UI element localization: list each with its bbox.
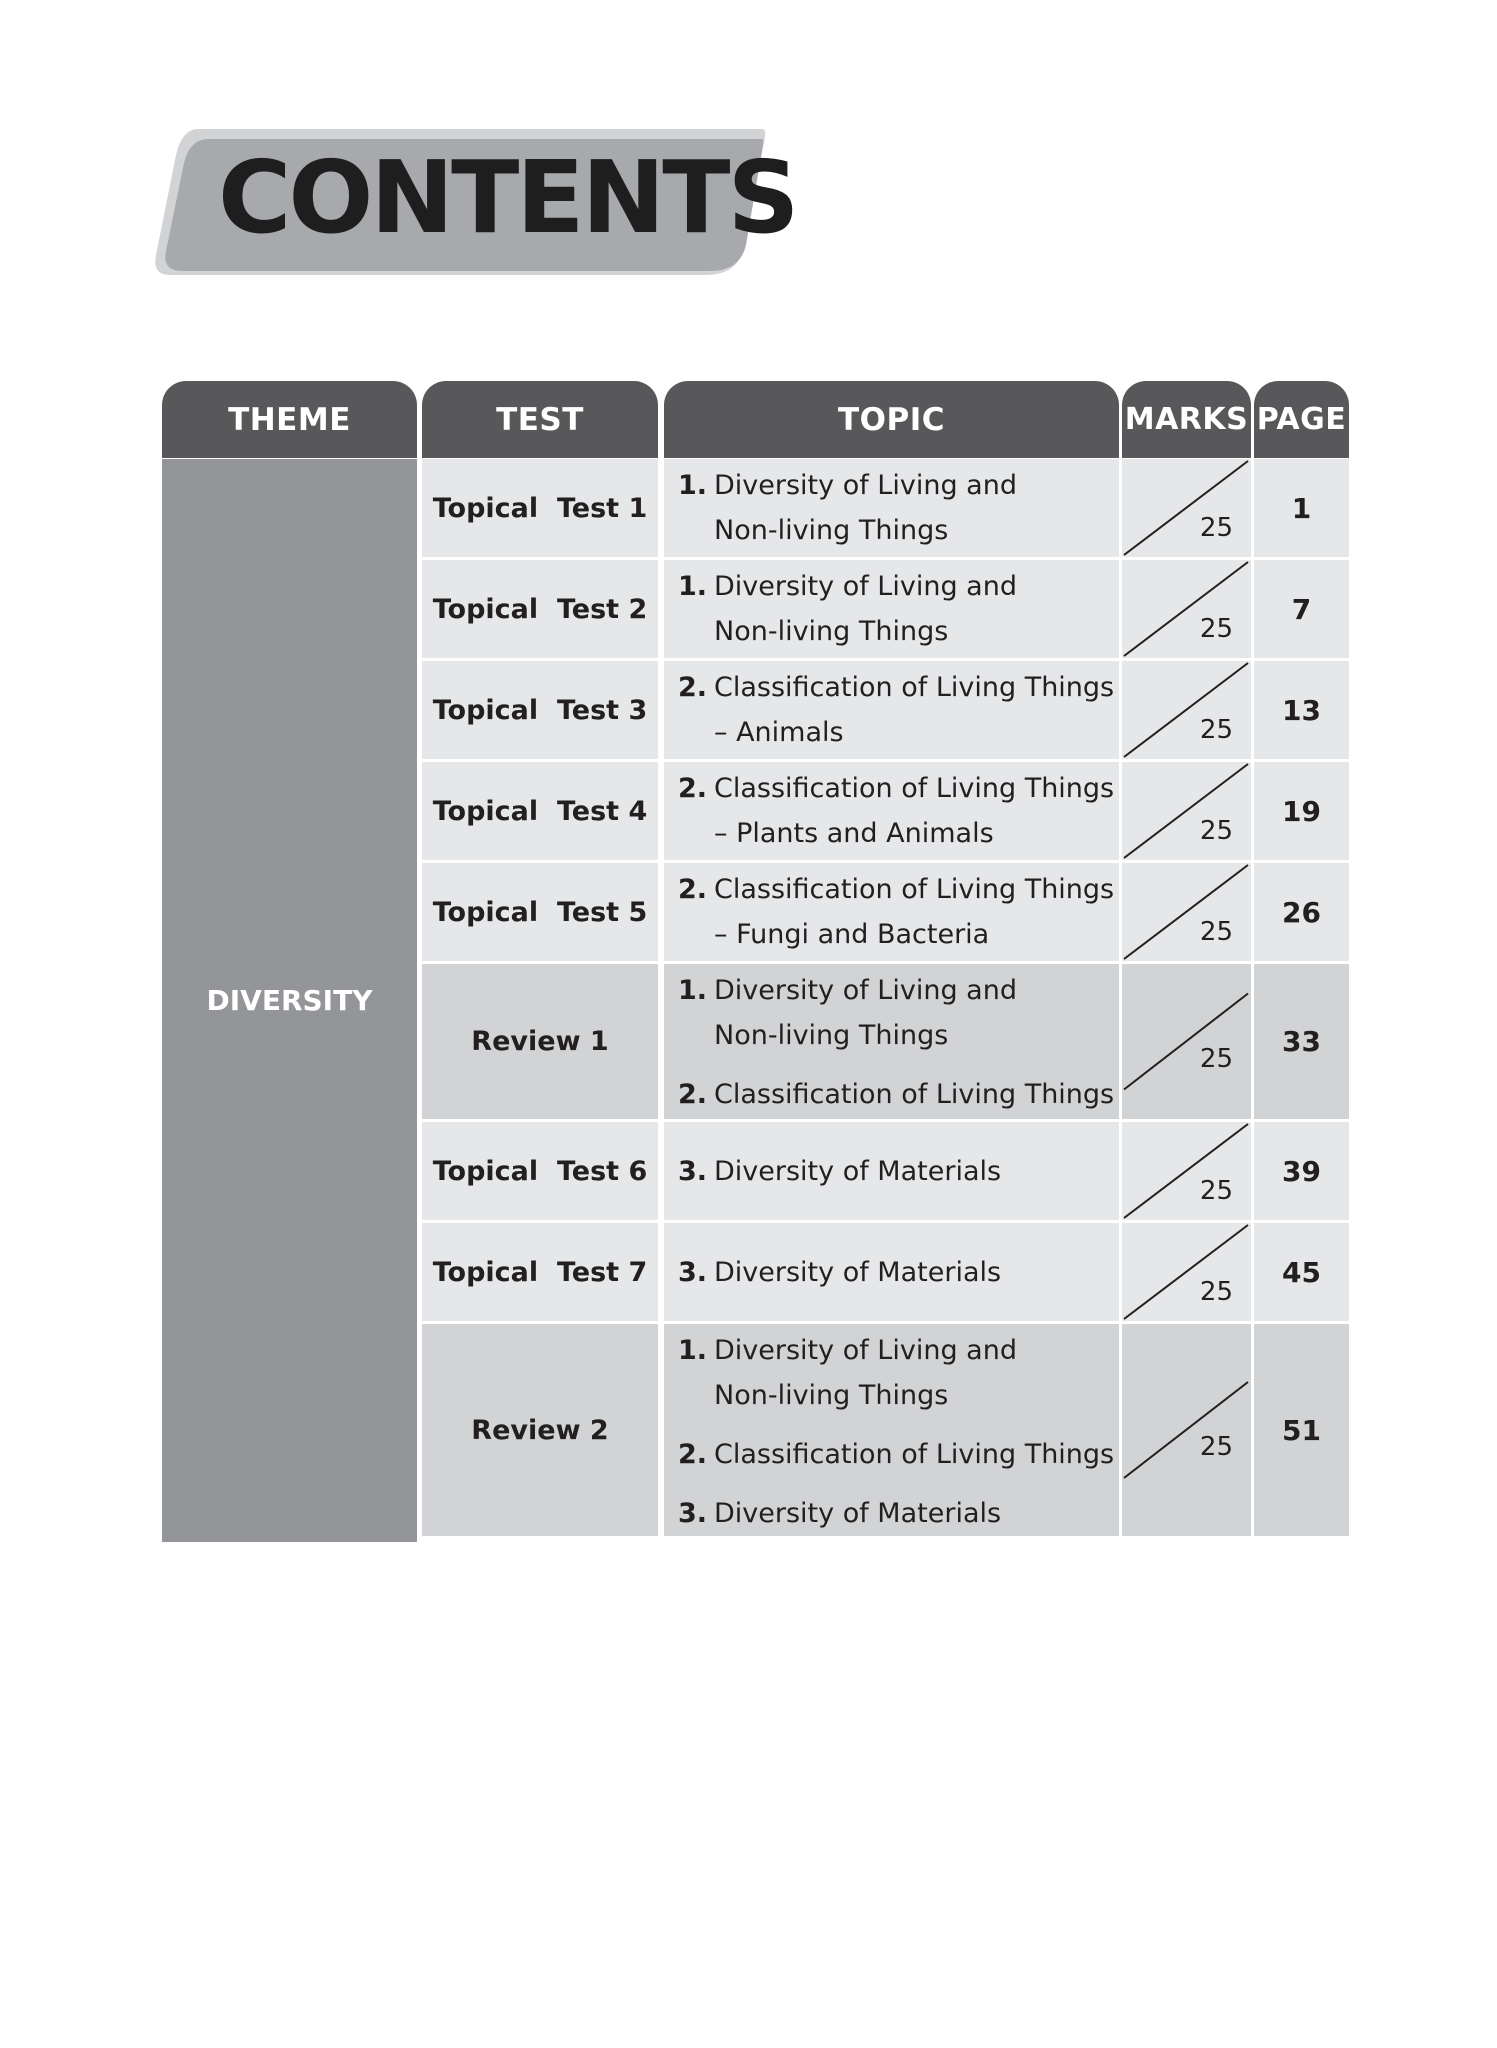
- topic-line: – Plants and Animals: [714, 818, 994, 849]
- topic-item: [678, 766, 1113, 856]
- topic-text: [714, 564, 1113, 654]
- topic-text: [714, 665, 1114, 755]
- test-label[interactable]: Topical Test 7: [432, 1256, 648, 1288]
- topic-number: 1.: [678, 571, 708, 602]
- topic-item: [678, 1328, 1113, 1418]
- test-cell: [422, 1223, 658, 1321]
- topic-list: [678, 867, 1113, 957]
- page-number[interactable]: 33: [1282, 1025, 1321, 1058]
- topic-line: – Animals: [714, 717, 844, 748]
- marks-slash-line: [1124, 1382, 1248, 1478]
- topic-item: [678, 1250, 1113, 1295]
- marks-cell: [1122, 1122, 1251, 1220]
- test-cell: [422, 661, 658, 759]
- topic-list: [678, 766, 1113, 856]
- topic-number: 3.: [678, 1155, 708, 1187]
- topic-number: 1.: [678, 975, 708, 1006]
- marks-total: 25: [1199, 1043, 1233, 1074]
- topic-text: [714, 968, 1113, 1058]
- topic-cell: [664, 863, 1119, 961]
- page-cell: [1254, 1122, 1349, 1220]
- topic-line: Classification of Living Things: [714, 773, 1115, 804]
- test-label[interactable]: Topical Test 1: [432, 492, 648, 524]
- marks-total: 25: [1199, 816, 1233, 846]
- test-label[interactable]: Topical Test 6: [432, 1155, 648, 1187]
- table-row: [422, 459, 1349, 557]
- page-cell: [1254, 762, 1349, 860]
- marks-cell: [1122, 1223, 1251, 1321]
- topic-cell: [664, 762, 1119, 860]
- table-body: [162, 459, 1349, 1542]
- topic-item: [678, 665, 1113, 755]
- topic-item: [678, 1072, 1113, 1117]
- topic-number: 2.: [678, 1439, 708, 1470]
- topic-item: [678, 867, 1113, 957]
- header-test: TEST: [422, 381, 658, 458]
- marks-cell: [1122, 560, 1251, 658]
- topic-line: Diversity of Materials: [714, 1155, 1002, 1187]
- page-cell: [1254, 863, 1349, 961]
- topic-text: [714, 1432, 1114, 1477]
- test-cell: [422, 560, 658, 658]
- test-label[interactable]: Topical Test 3: [432, 694, 648, 726]
- topic-item: [678, 463, 1113, 553]
- table-row: [422, 1122, 1349, 1220]
- topic-item: [678, 1491, 1113, 1536]
- header-topic: TOPIC: [664, 381, 1119, 458]
- topic-cell: [664, 1324, 1119, 1536]
- topic-cell: [664, 560, 1119, 658]
- table-header: [162, 381, 1349, 459]
- topic-text: [714, 463, 1113, 553]
- topic-text: [714, 1149, 1113, 1194]
- test-cell: [422, 459, 658, 557]
- contents-banner: [150, 115, 797, 280]
- marks-slash: [1122, 1324, 1251, 1536]
- header-page: PAGE: [1254, 381, 1349, 458]
- test-cell: [422, 863, 658, 961]
- topic-line: Classification of Living Things: [714, 874, 1115, 905]
- table-row: [422, 863, 1349, 961]
- table-row: [422, 762, 1349, 860]
- topic-text: [714, 867, 1114, 957]
- header-theme: THEME: [162, 381, 417, 458]
- topic-number: 2.: [678, 773, 708, 804]
- topic-list: [678, 463, 1113, 553]
- test-label[interactable]: Topical Test 2: [432, 593, 648, 625]
- topic-line: Classification of Living Things: [714, 1079, 1115, 1110]
- header-marks: MARKS: [1122, 381, 1251, 458]
- topic-text: [714, 1491, 1113, 1536]
- page-number[interactable]: 45: [1282, 1255, 1321, 1289]
- page-cell: [1254, 1324, 1349, 1536]
- page-number[interactable]: 19: [1282, 794, 1321, 828]
- topic-cell: [664, 964, 1119, 1119]
- topic-number: 1.: [678, 470, 708, 501]
- topic-number: 2.: [678, 874, 708, 905]
- marks-cell: [1122, 459, 1251, 557]
- topic-line: Diversity of Living and: [714, 1335, 1017, 1366]
- page-number[interactable]: 39: [1282, 1154, 1321, 1188]
- test-label[interactable]: Review 1: [471, 1026, 609, 1057]
- marks-slash: [1122, 964, 1251, 1119]
- test-cell: [422, 1324, 658, 1536]
- table-rows: [422, 459, 1349, 1539]
- topic-number: 2.: [678, 672, 708, 703]
- page-number[interactable]: 51: [1282, 1413, 1321, 1447]
- test-cell: [422, 1122, 658, 1220]
- topic-number: 3.: [678, 1256, 708, 1288]
- marks-total: 25: [1199, 1176, 1233, 1206]
- page-number[interactable]: 26: [1282, 895, 1321, 929]
- topic-line: Non-living Things: [714, 1020, 949, 1051]
- topic-list: [678, 968, 1113, 1117]
- page-cell: [1254, 964, 1349, 1119]
- marks-total: 25: [1199, 715, 1233, 745]
- topic-list: [678, 665, 1113, 755]
- topic-item: [678, 1432, 1113, 1477]
- topic-line: Diversity of Living and: [714, 975, 1017, 1006]
- topic-line: Non-living Things: [714, 1380, 949, 1411]
- topic-line: – Fungi and Bacteria: [714, 919, 990, 950]
- topic-number: 3.: [678, 1498, 708, 1529]
- topic-list: [678, 1328, 1113, 1536]
- table-row: [422, 1223, 1349, 1321]
- table-row: [422, 1324, 1349, 1536]
- test-label[interactable]: Topical Test 5: [432, 896, 648, 928]
- test-label[interactable]: Review 2: [471, 1414, 609, 1446]
- test-label[interactable]: Topical Test 4: [432, 795, 648, 827]
- page-cell: [1254, 459, 1349, 557]
- topic-cell: [664, 459, 1119, 557]
- page-title: CONTENTS: [218, 139, 797, 256]
- topic-item: [678, 564, 1113, 654]
- topic-line: Non-living Things: [714, 616, 949, 647]
- page-cell: [1254, 560, 1349, 658]
- page-cell: [1254, 661, 1349, 759]
- test-cell: [422, 964, 658, 1119]
- topic-number: 2.: [678, 1079, 708, 1110]
- topic-line: Non-living Things: [714, 515, 949, 546]
- topic-list: [678, 564, 1113, 654]
- topic-line: Classification of Living Things: [714, 672, 1115, 703]
- topic-line: Classification of Living Things: [714, 1439, 1115, 1470]
- topic-cell: [664, 661, 1119, 759]
- marks-total: 25: [1199, 1432, 1233, 1462]
- marks-total: 25: [1199, 614, 1233, 644]
- marks-cell: [1122, 661, 1251, 759]
- theme-cell: DIVERSITY: [162, 459, 417, 1542]
- marks-cell: [1122, 762, 1251, 860]
- topic-text: [714, 1328, 1113, 1418]
- marks-total: 25: [1199, 513, 1233, 543]
- marks-cell: [1122, 1324, 1251, 1536]
- marks-total: 25: [1199, 917, 1233, 947]
- marks-cell: [1122, 863, 1251, 961]
- page-number[interactable]: 7: [1291, 592, 1312, 626]
- topic-text: [714, 766, 1114, 856]
- topic-line: Diversity of Living and: [714, 571, 1017, 602]
- topic-line: Diversity of Materials: [714, 1498, 1002, 1529]
- page-cell: [1254, 1223, 1349, 1321]
- topic-cell: [664, 1122, 1119, 1220]
- topic-text: [714, 1072, 1114, 1117]
- topic-cell: [664, 1223, 1119, 1321]
- test-cell: [422, 762, 658, 860]
- table-row: [422, 661, 1349, 759]
- page-number[interactable]: 13: [1282, 693, 1321, 727]
- contents-table: [162, 381, 1349, 1542]
- topic-item: [678, 968, 1113, 1058]
- marks-cell: [1122, 964, 1251, 1119]
- topic-number: 1.: [678, 1335, 708, 1366]
- topic-text: [714, 1250, 1113, 1295]
- table-row: [422, 964, 1349, 1119]
- topic-list: [678, 1250, 1113, 1295]
- marks-slash-line: [1124, 994, 1248, 1090]
- topic-line: Diversity of Living and: [714, 470, 1017, 501]
- topic-line: Diversity of Materials: [714, 1256, 1002, 1288]
- page-number[interactable]: 1: [1291, 491, 1312, 525]
- topic-item: [678, 1149, 1113, 1194]
- topic-list: [678, 1149, 1113, 1194]
- marks-total: 25: [1199, 1277, 1233, 1307]
- table-row: [422, 560, 1349, 658]
